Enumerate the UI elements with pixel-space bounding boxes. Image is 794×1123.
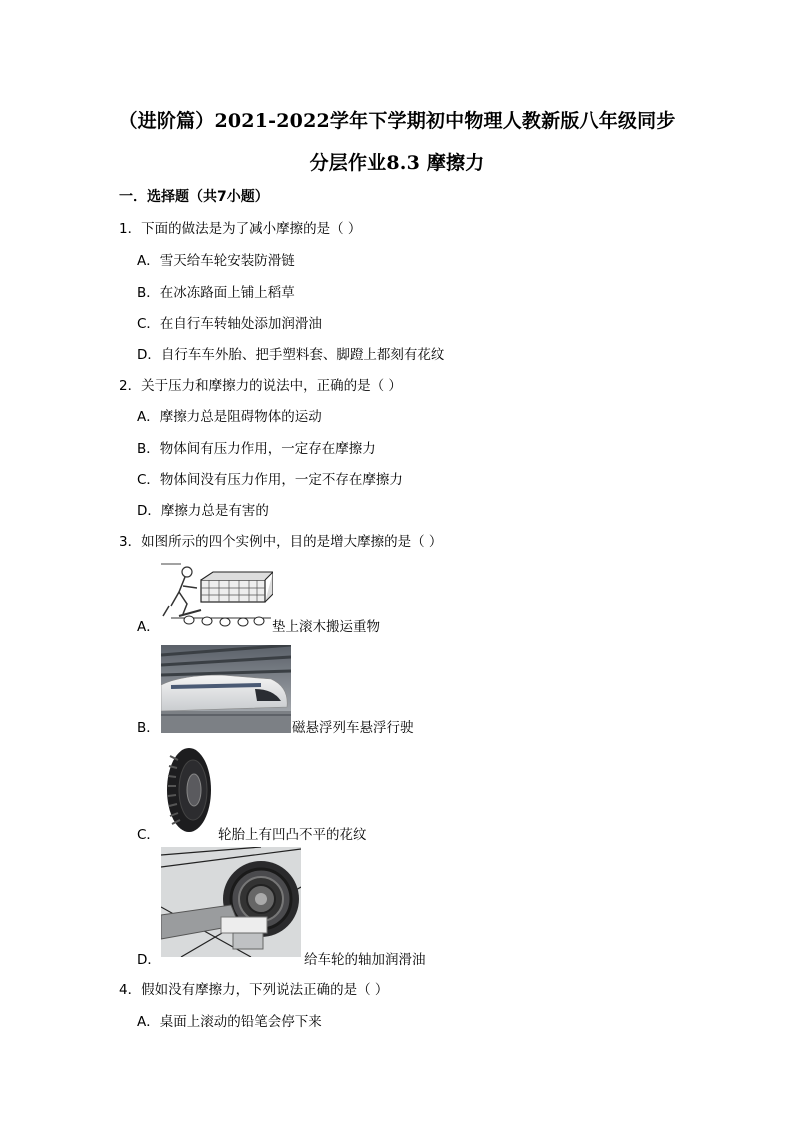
- question-1-option-b: B．在冰冻路面上铺上稻草: [137, 285, 295, 301]
- tire-photo: [160, 746, 218, 834]
- question-3-stem: 3．如图所示的四个实例中，目的是增大摩擦的是（ ）: [119, 534, 443, 550]
- document-title-line1: （进阶篇）2021-2022学年下学期初中物理人教新版八年级同步: [118, 110, 676, 132]
- question-3-option-c-letter: C．: [137, 827, 160, 843]
- question-2-option-d: D．摩擦力总是有害的: [137, 503, 269, 519]
- question-3-option-d-letter: D．: [137, 952, 161, 968]
- question-4-option-a: A．桌面上滚动的铅笔会停下来: [137, 1014, 322, 1030]
- document-title-line2: 分层作业8.3 摩擦力: [309, 152, 485, 174]
- question-3-option-c-caption: 轮胎上有凹凸不平的花纹: [218, 827, 367, 843]
- question-1-option-d: D．自行车车外胎、把手塑料套、脚蹬上都刻有花纹: [137, 347, 445, 363]
- question-3-option-d-caption: 给车轮的轴加润滑油: [304, 952, 426, 968]
- question-1-option-c: C．在自行车转轴处添加润滑油: [137, 316, 322, 332]
- question-3-option-a-letter: A．: [137, 619, 160, 635]
- question-1-option-a: A．雪天给车轮安装防滑链: [137, 253, 295, 269]
- bicycle-gear-photo: [161, 847, 301, 957]
- question-3-option-b-caption: 磁悬浮列车悬浮行驶: [292, 720, 414, 736]
- question-2-option-c: C．物体间没有压力作用，一定不存在摩擦力: [137, 472, 403, 488]
- question-2-stem: 2．关于压力和摩擦力的说法中，正确的是（ ）: [119, 378, 402, 394]
- rollers-illustration: [161, 558, 273, 628]
- maglev-train-photo: [161, 645, 291, 733]
- section-heading: 一．选择题（共7小题）: [119, 189, 269, 205]
- question-4-stem: 4．假如没有摩擦力，下列说法正确的是（ ）: [119, 982, 389, 998]
- question-3-option-b-letter: B．: [137, 720, 160, 736]
- question-1-stem: 1．下面的做法是为了减小摩擦的是（ ）: [119, 221, 362, 237]
- question-2-option-a: A．摩擦力总是阻碍物体的运动: [137, 409, 322, 425]
- question-2-option-b: B．物体间有压力作用，一定存在摩擦力: [137, 441, 376, 457]
- question-3-option-a-caption: 垫上滚木搬运重物: [272, 619, 380, 635]
